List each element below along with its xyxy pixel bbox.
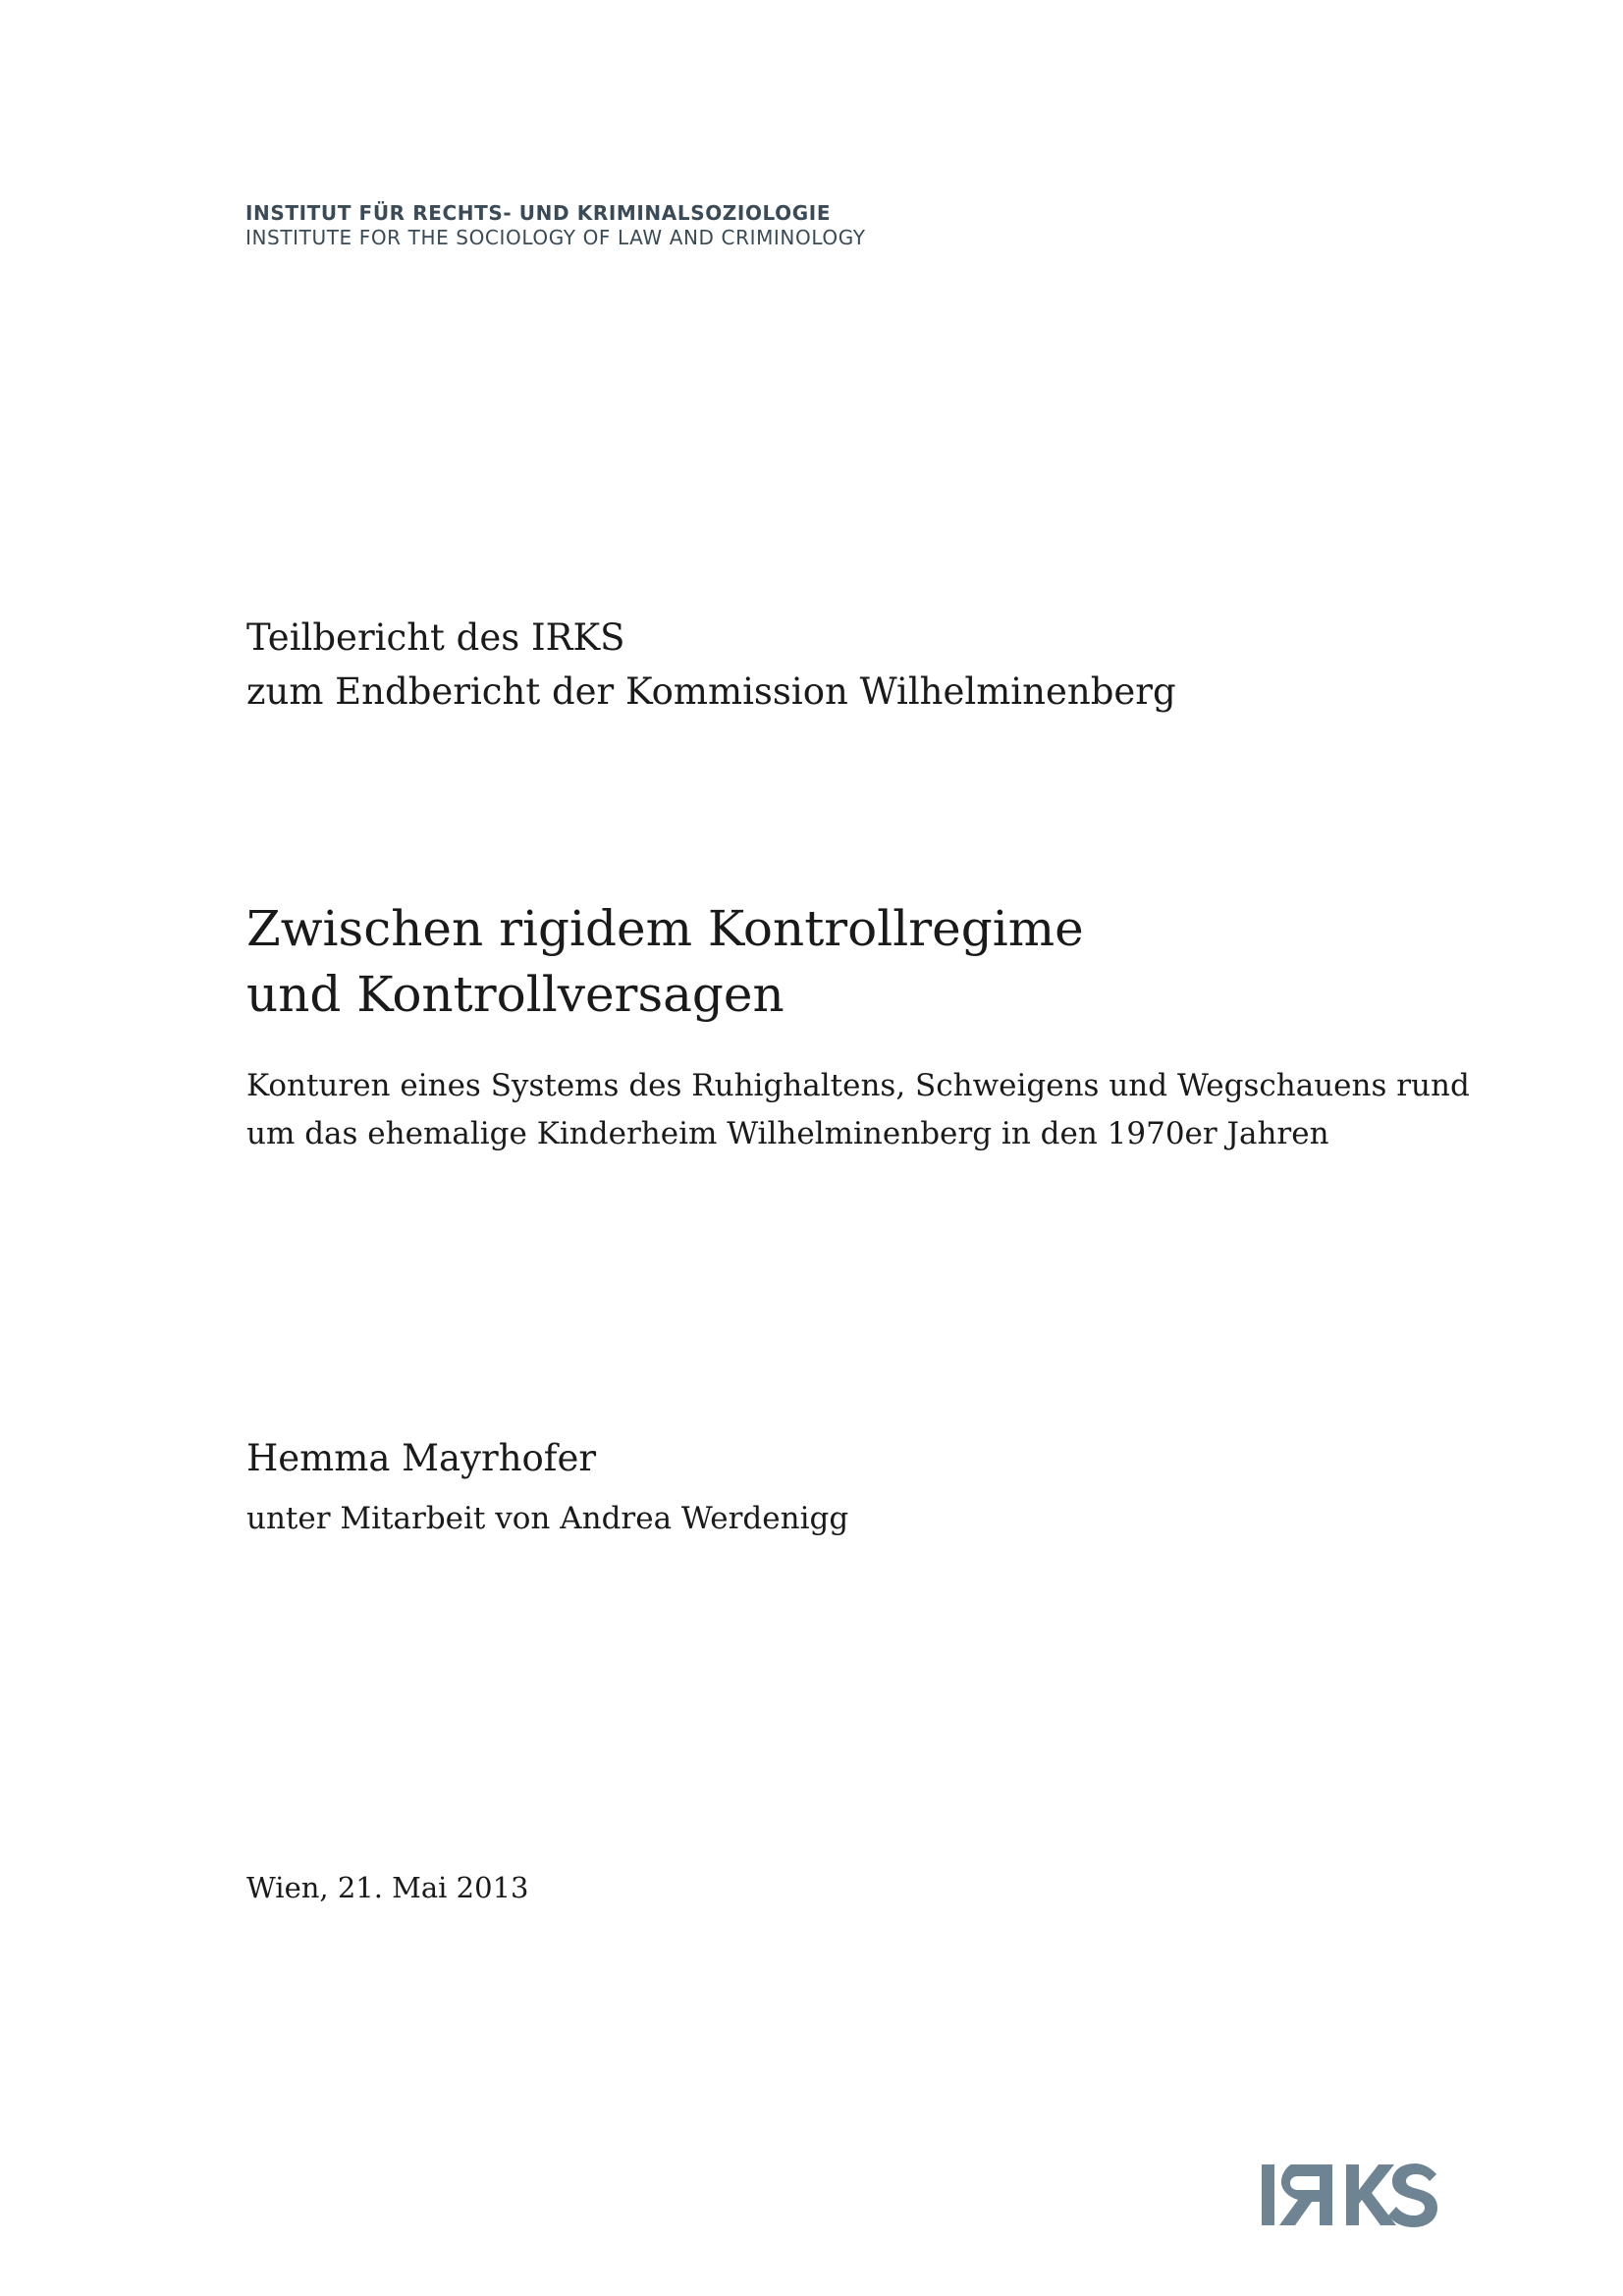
irks-logo (1260, 2155, 1456, 2233)
document-title-line-2: und Kontrollversagen (246, 966, 784, 1023)
author-contributor: unter Mitarbeit von Andrea Werdenigg (246, 1501, 849, 1536)
document-date: Wien, 21. Mai 2013 (246, 1871, 529, 1904)
institute-name-german: INSTITUT FÜR RECHTS- UND KRIMINALSOZIOLOGIE (245, 201, 832, 225)
document-lead-line-2: um das ehemalige Kinderheim Wilhelminenberg in den 1970er Jahren (246, 1116, 1329, 1151)
institute-header (245, 201, 866, 250)
report-subtitle-line-2: zum Endbericht der Kommission Wilhelminenberg (246, 670, 1176, 713)
document-lead-line-1: Konturen eines Systems des Ruhighaltens, Schweigens und Wegschauens rund (246, 1068, 1470, 1103)
document-lead (246, 1062, 1474, 1158)
report-subtitle-line-1: Teilbericht des IRKS (246, 616, 625, 659)
document-title-line-1: Zwischen rigidem Kontrollregime (246, 900, 1084, 957)
author-name: Hemma Mayrhofer (246, 1437, 597, 1479)
report-subtitle (246, 611, 1176, 719)
document-title (246, 896, 1084, 1028)
institute-name-english: INSTITUTE FOR THE SOCIOLOGY OF LAW AND CRIMINOLOGY (245, 226, 866, 249)
